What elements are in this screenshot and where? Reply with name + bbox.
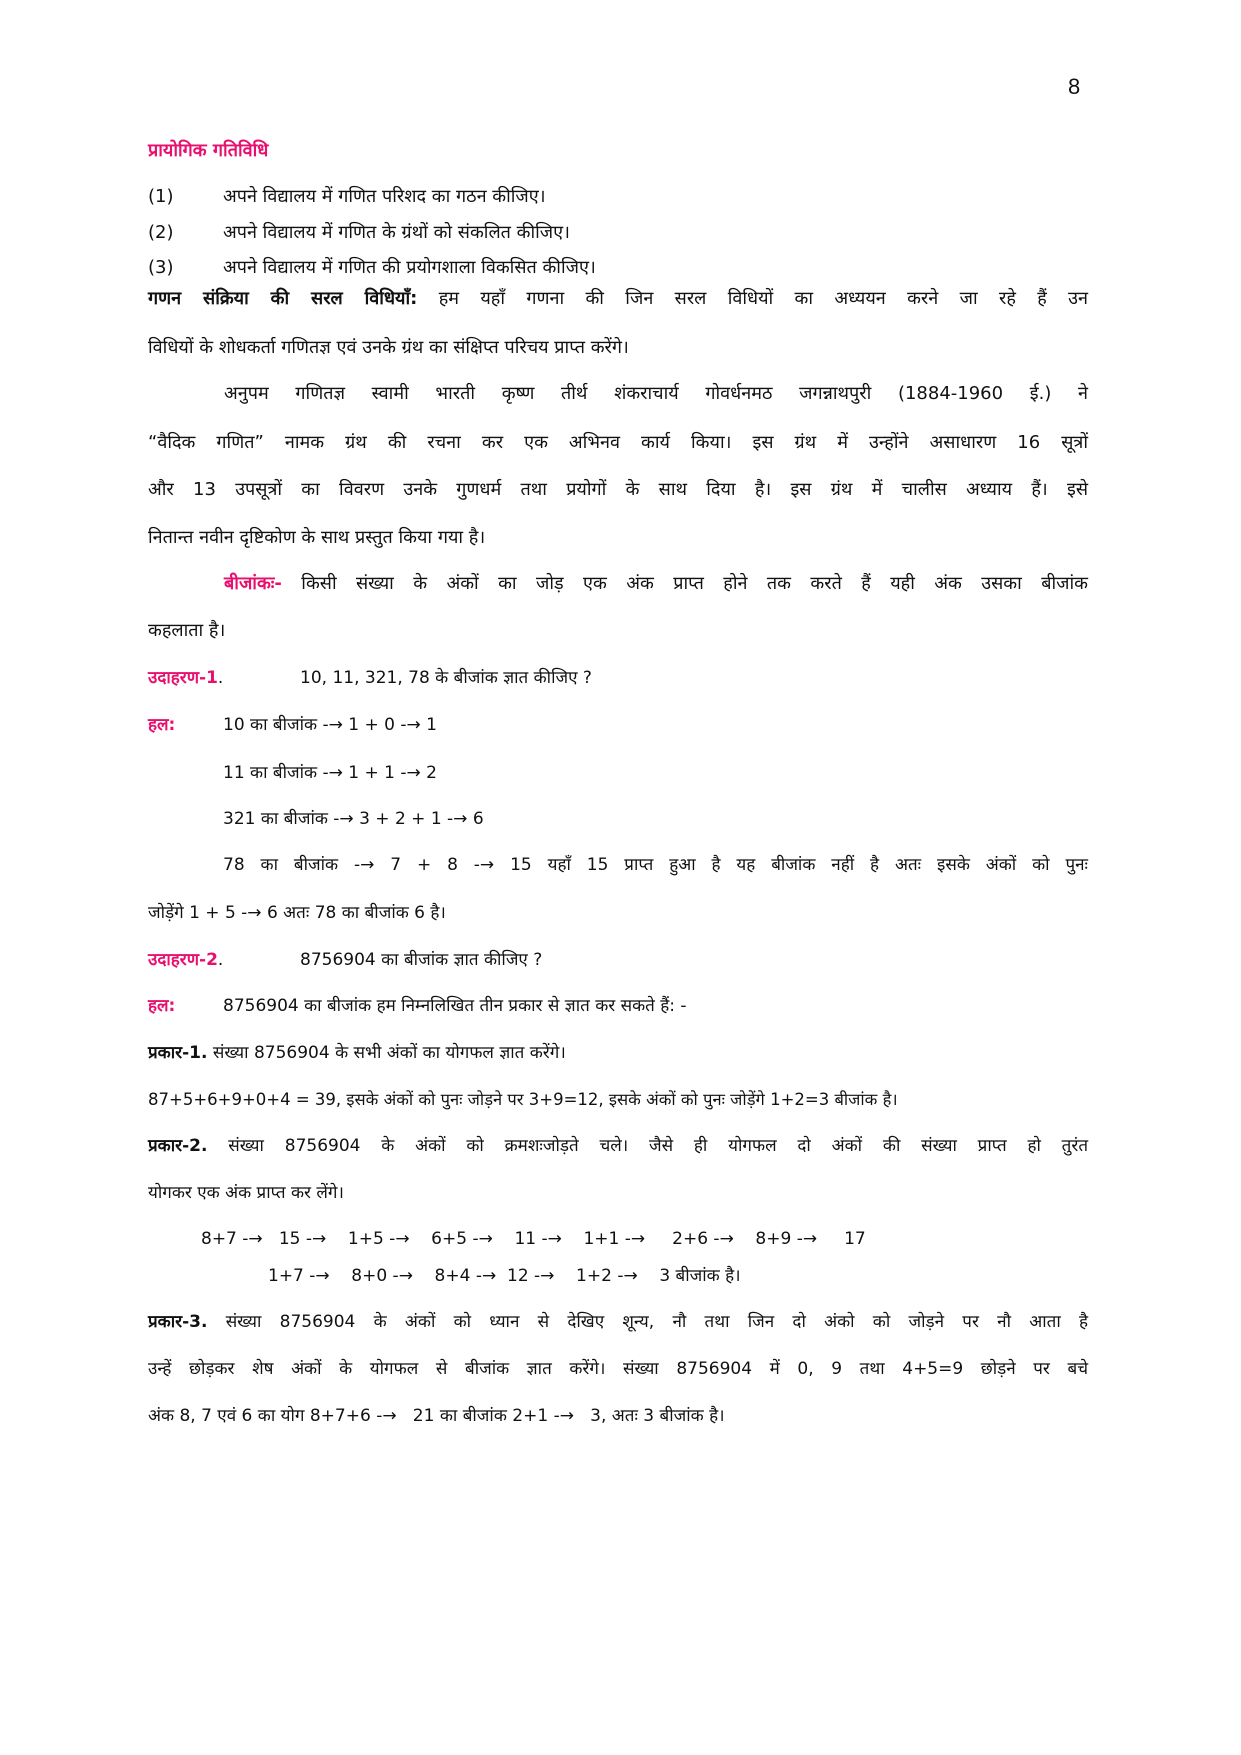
method3-label: प्रकार-3. [148, 1312, 208, 1332]
activity-number: (1) [148, 186, 174, 207]
intro-line4: नितान्त नवीन दृष्टिकोण के साथ प्रस्तुत किया गया है। [148, 527, 486, 548]
intro-line3: और 13 उपसूत्रों का विवरण उनके गुणधर्म तथा प्रयोगों के साथ दिया है। इस ग्रंथ में चालीस अध्याय हैं। इसे [148, 479, 1088, 500]
example2-solution-line [148, 993, 687, 1019]
example1-step3: 321 का बीजांक -→ 3 + 2 + 1 -→ 6 [223, 809, 484, 829]
activity-text: अपने विद्यालय में गणित परिशद का गठन कीजिए। [223, 186, 546, 207]
activity-text: अपने विद्यालय में गणित के ग्रंथों को संकलित कीजिए। [223, 222, 570, 243]
example1-step4-line2: जोड़ेंगे 1 + 5 -→ 6 अतः 78 का बीजांक 6 है। [148, 903, 446, 923]
page-number: 8 [1068, 74, 1081, 99]
methods-paragraph-line1 [148, 286, 1088, 312]
intro-line2: “वैदिक गणित” नामक ग्रंथ की रचना कर एक अभिनव कार्य किया। इस ग्रंथ में उन्होंने असाधारण 16 सूत्रों [148, 432, 1088, 453]
method1-line [148, 1040, 566, 1066]
example2-question: 8756904 का बीजांक ज्ञात कीजिए ? [300, 950, 543, 970]
example2-solution-label: हल: [148, 996, 176, 1016]
methods-text: हम यहाँ गणना की जिन सरल विधियों का अध्ययन करने जा रहे हैं उन [438, 288, 1088, 309]
method1-calc: 87+5+6+9+0+4 = 39, इसके अंकों को पुनः जोड़ने पर 3+9=12, इसके अंकों को पुनः जोड़ेंगे 1+2=3 बीजांक है। [148, 1090, 898, 1109]
activity-item [148, 255, 596, 281]
intro-line1: अनुपम गणितज्ञ स्वामी भारती कृष्ण तीर्थ शंकराचार्य गोवर्धनमठ जगन्नाथपुरी (1884-1960 ई.) ने [224, 383, 1088, 404]
section-heading: प्रायोगिक गतिविधि [148, 140, 269, 161]
method3-line3: अंक 8, 7 एवं 6 का योग 8+7+6 -→ 21 का बीजांक 2+1 -→ 3, अतः 3 बीजांक है। [148, 1406, 725, 1426]
example2-label: उदाहरण-2 [148, 950, 218, 970]
method2-label: प्रकार-2. [148, 1136, 208, 1156]
method3-text: संख्या 8756904 के अंकों को ध्यान से देखिए शून्य, नौ तथा जिन दो अंको को जोड़ने पर नौ आता है [225, 1312, 1088, 1332]
example1-question: 10, 11, 321, 78 के बीजांक ज्ञात कीजिए ? [300, 668, 592, 688]
method2-text: संख्या 8756904 के अंकों को क्रमशःजोड़ते चले। जैसे ही योगफल दो अंकों की संख्या प्राप्त हो तुरंत [228, 1136, 1089, 1156]
method3-line2: उन्हें छोड़कर शेष अंकों के योगफल से बीजांक ज्ञात करेंगे। संख्या 8756904 में 0, 9 तथा 4+5=9 छोड़ने पर बचे [148, 1359, 1088, 1379]
method1-text: संख्या 8756904 के सभी अंकों का योगफल ज्ञात करेंगे। [212, 1043, 566, 1063]
method3-line1 [148, 1309, 1088, 1335]
example2-question-line [148, 947, 542, 973]
example1-step4-line1: 78 का बीजांक -→ 7 + 8 -→ 15 यहाँ 15 प्राप्त हुआ है यह बीजांक नहीं है अतः इसके अंकों को पुनः [223, 855, 1088, 875]
method2-chain1: 8+7 -→ 15 -→ 1+5 -→ 6+5 -→ 11 -→ 1+1 -→ 2+6 -→ 8+9 -→ 17 [201, 1229, 866, 1249]
definition-text: किसी संख्या के अंकों का जोड़ एक अंक प्राप्त होने तक करते हैं यही अंक उसका बीजांक [301, 573, 1088, 594]
example2-dot: . [217, 950, 224, 970]
activity-number: (2) [148, 222, 174, 243]
example1-step2: 11 का बीजांक -→ 1 + 1 -→ 2 [223, 763, 437, 783]
definition-line2: कहलाता है। [148, 620, 226, 641]
activity-number: (3) [148, 257, 174, 278]
example1-question-line [148, 665, 592, 691]
example1-label: उदाहरण-1 [148, 668, 218, 688]
example1-solution-label: हल: [148, 715, 176, 735]
methods-title: गणन संक्रिया की सरल विधियाँ: [148, 288, 418, 309]
activity-item [148, 220, 570, 246]
example2-solution-text: 8756904 का बीजांक हम निम्नलिखित तीन प्रकार से ज्ञात कर सकते हैं: - [223, 996, 687, 1016]
activity-item [148, 184, 546, 210]
method1-label: प्रकार-1. [148, 1043, 208, 1063]
example1-dot: . [217, 668, 224, 688]
definition-line1 [224, 571, 1088, 597]
methods-paragraph-line2: विधियों के शोधकर्ता गणितज्ञ एवं उनके ग्रंथ का संक्षिप्त परिचय प्राप्त करेंगे। [148, 337, 629, 358]
method2-line1 [148, 1133, 1088, 1159]
example1-step1 [148, 712, 437, 738]
activity-text: अपने विद्यालय में गणित की प्रयोगशाला विकसित कीजिए। [223, 257, 596, 278]
definition-term: बीजांकः- [224, 573, 282, 594]
step-text: 10 का बीजांक -→ 1 + 0 -→ 1 [223, 715, 437, 735]
method2-line2: योगकर एक अंक प्राप्त कर लेंगे। [148, 1183, 344, 1203]
method2-chain2: 1+7 -→ 8+0 -→ 8+4 -→ 12 -→ 1+2 -→ 3 बीजांक है। [268, 1266, 741, 1286]
